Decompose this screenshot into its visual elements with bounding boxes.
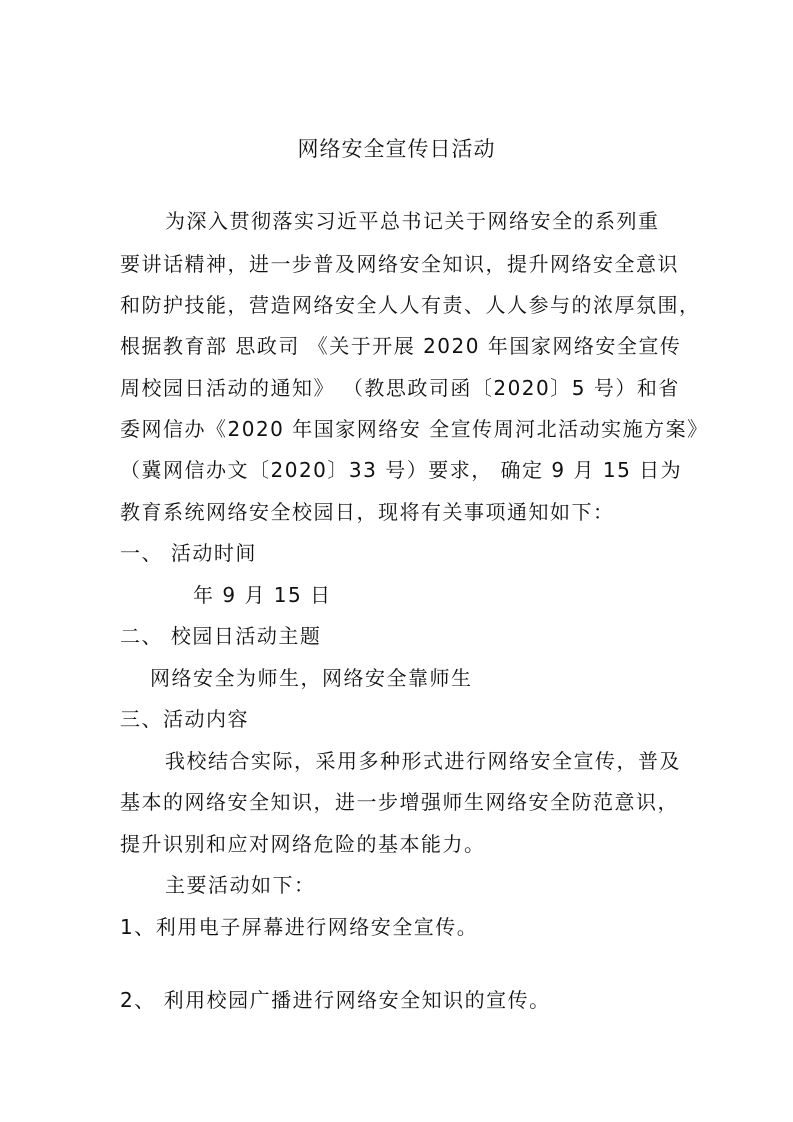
activity-item: 1、利用电子屏幕进行网络安全宣传。 [120,915,479,939]
section-heading-theme: 二、 校园日活动主题 [120,624,322,648]
intro-paragraph-line: 根据教育部 思政司 《关于开展 2020 年国家网络安全宣传 [120,334,682,358]
content-paragraph-line: 我校结合实际，采用多种形式进行网络安全宣传，普及 [165,749,681,773]
intro-paragraph-line: 和防护技能，营造网络安全人人有责、人人参与的浓厚氛围， [120,293,701,317]
content-paragraph-line: 基本的网络安全知识，进一步增强师生网络安全防范意识， [120,790,679,814]
activity-theme: 网络安全为师生，网络安全靠师生 [150,666,473,690]
intro-paragraph-line: 为深入贯彻落实习近平总书记关于网络安全的系列重 [165,209,660,233]
intro-paragraph-line: 周校园日活动的通知》 （教思政司函〔2020〕5 号）和省 [120,376,680,400]
activity-date: 年 9 月 15 日 [193,583,332,607]
intro-paragraph-line: 委网信办《2020 年国家网络安 全宣传周河北活动实施方案》 [120,417,709,441]
document-title: 网络安全宣传日活动 [297,137,496,161]
intro-paragraph-line: 教育系统网络安全校园日，现将有关事项通知如下： [120,500,615,524]
intro-paragraph-line: （冀网信办文〔2020〕33 号）要求， 确定 9 月 15 日为 [120,458,683,482]
activities-intro: 主要活动如下： [165,873,316,897]
section-heading-content: 三、活动内容 [120,707,249,731]
intro-paragraph-line: 要讲话精神，进一步普及网络安全知识，提升网络安全意识 [120,252,679,276]
content-paragraph-line: 提升识别和应对网络危险的基本能力。 [120,832,486,856]
activity-item: 2、 利用校园广播进行网络安全知识的宣传。 [120,988,551,1012]
section-heading-time: 一、 活动时间 [120,541,257,565]
